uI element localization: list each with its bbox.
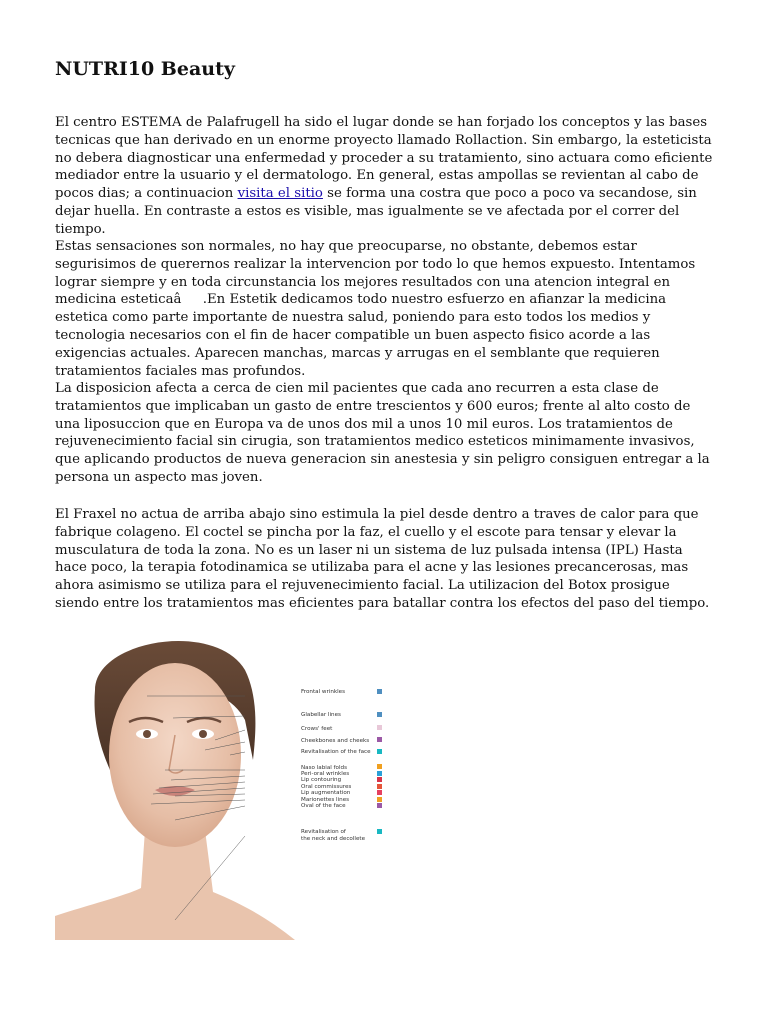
paragraph-1 [55,114,715,239]
label-lip-augmentation: Lip augmentation [301,790,351,796]
color-key-frontal [377,689,382,694]
label-glabellar-lines: Glabellar lines [301,712,341,718]
label-revitalisation-neck: Revitalisation of [301,829,346,835]
color-key-peri-oral [377,771,382,776]
color-key-naso-labial [377,764,382,769]
color-key-crows-feet [377,725,382,730]
paragraph-1-text-a: El centro ESTEMA de Palafrugell ha sido el lugar donde se han forjado los conceptos y las bases tecnicas que han derivado en un enorme proyecto llamado Rollaction. Sin embargo, la esteticista no debera diagnosticar una enfermedad y proceder a su tratamiento, sino actuara como eficiente mediador entre la usuario y el dermatologo. En general, estas ampollas se revientan al cabo de pocos dias; a continuacion [55,115,713,202]
paragraph-4: El Fraxel no actua de arriba abajo sino estimula la piel desde dentro a traves de calor para que fabrique colageno. El coctel se pincha por la faz, el cuello y el escote para tensar y elevar la musculatura de toda la zona. No es un laser ni un sistema de luz pulsada intensa (IPL) Hasta hace poco, la terapia fotodinamica se utilizaba para el acne y las lesiones precancerosas, mas ahora asimismo se utiliza para el rejuvenecimiento facial. La utilizacion del Botox prosigue siendo entre los tratamientos mas eficientes para batallar contra los efectos del paso del tiempo. [55,507,710,611]
label-neck-decollete: the neck and decollete [301,836,366,842]
label-lip-contouring: Lip contouring [301,777,342,783]
color-key-revitalisation-neck [377,829,382,834]
label-marionettes: Marionettes lines [301,797,350,803]
color-key-oral-commissures [377,784,382,789]
color-key-glabellar [377,712,382,717]
paragraph-3: La disposicion afecta a cerca de cien mil pacientes que cada ano recurren a esta clase de tratamientos que implicaban un gasto de entre trescientos y 600 euros; frente al alto costo de una liposuccion que en Europa va de unos dos mil a unos 10 mil euros. Los tratamientos de rejuvenecimiento facial sin cirugia, son tratamientos medico esteticos minimamente invasivos, que aplicando productos de nueva generacion sin anestesia y sin peligro consiguen entregar a la persona un aspecto mas joven. [55,381,710,485]
label-crows-feet: Crows' feet [301,726,333,732]
label-frontal-wrinkles: Frontal wrinkles [301,689,346,695]
color-key-oval-face [377,803,382,808]
visit-site-link[interactable]: visita el sitio [237,186,323,202]
label-peri-oral: Peri-oral wrinkles [301,771,350,777]
facial-treatment-diagram [55,630,371,940]
color-key-revitalisation-face [377,749,382,754]
label-naso-labial: Naso labial folds [301,765,347,771]
label-oval-face: Oval of the face [301,803,346,809]
paragraph-1-text-b: se forma una costra que poco a poco va secandose, sin dejar huella. En contraste a estos es visible, mas igualmente se ve afectada por el correr del tiempo. [55,186,697,237]
color-key-marionettes [377,797,382,802]
face-illustration [55,630,333,940]
color-key-lip-augmentation [377,790,382,795]
label-cheekbones: Cheekbones and cheeks [301,738,370,744]
label-oral-commissures: Oral commissures [301,784,352,790]
paragraph-2: Estas sensaciones son normales, no hay que preocuparse, no obstante, debemos estar segurisimos de querernos realizar la intervencion por todo lo que hemos expuesto. Intentamos lograr siempre y en toda circunstancia los mejores resultados con una atencion integral en medicina esteticaâ.En Estetik dedicamos todo nuestro esfuerzo en afianzar la medicina estetica como parte importante de nuestra salud, poniendo para esto todos los medios y tecnologia necesarios con el fin de hacer compatible un buen aspecto fisico acorde a las exigencias actuales. Aparecen manchas, marcas y arrugas en el semblante que requieren tratamientos faciales mas profundos. [55,239,696,379]
color-key-cheekbones [377,737,382,742]
label-revitalisation-face: Revitalisation of the face [301,749,371,755]
page-title: NUTRI10 Beauty [55,58,235,80]
color-key-lip-contouring [377,777,382,782]
